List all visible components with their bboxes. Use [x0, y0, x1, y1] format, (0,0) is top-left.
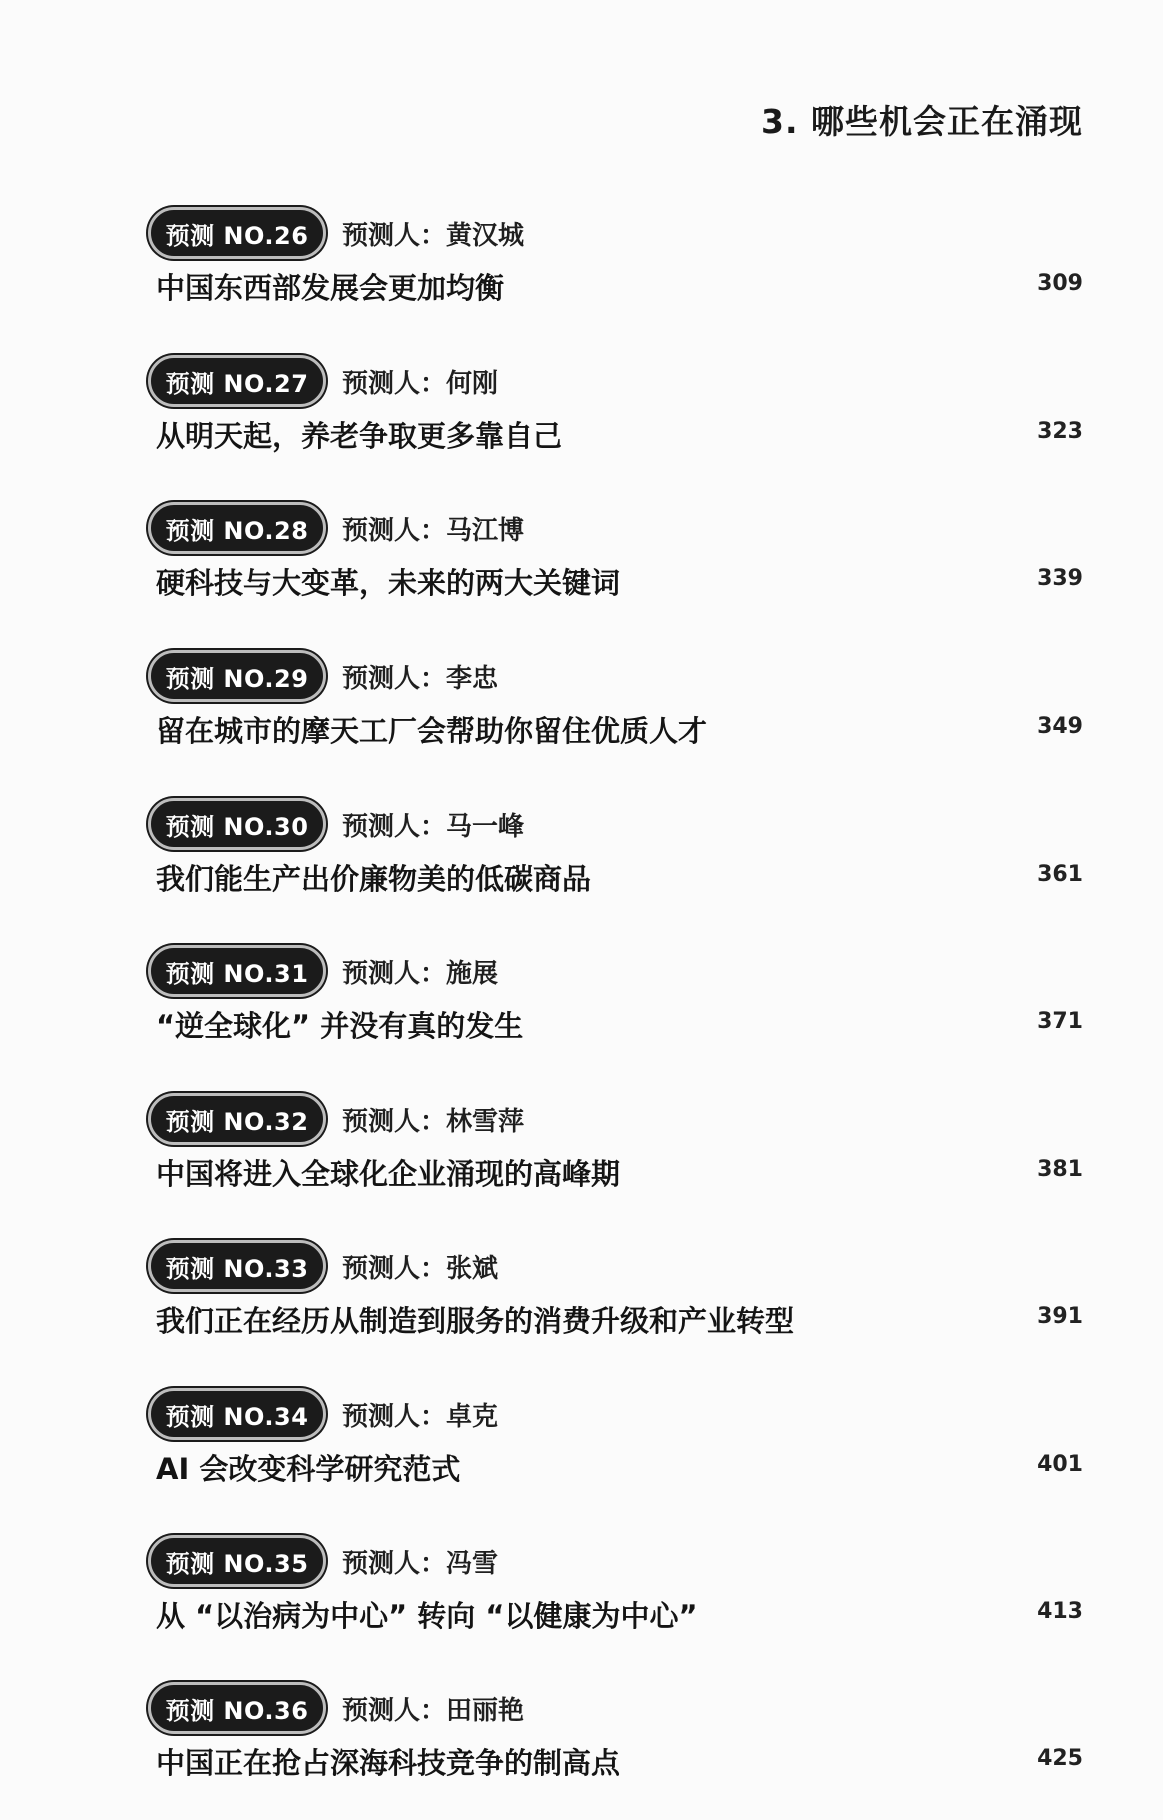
predictor-name: 预测人：马江博 — [342, 515, 525, 546]
entry-meta — [148, 1533, 498, 1589]
prediction-badge: 预测 NO.35 — [148, 1535, 326, 1587]
page-number: 401 — [1037, 1452, 1083, 1477]
page-number: 381 — [1037, 1157, 1083, 1182]
toc-entry[interactable] — [148, 1680, 1083, 1820]
prediction-badge: 预测 NO.26 — [148, 207, 326, 259]
page-number: 391 — [1037, 1304, 1083, 1329]
page-number: 371 — [1037, 1009, 1083, 1034]
page-number: 339 — [1037, 566, 1083, 591]
predictor-name: 预测人：林雪萍 — [342, 1106, 525, 1137]
entry-meta — [148, 648, 498, 704]
predictor-name: 预测人：张斌 — [342, 1253, 499, 1284]
prediction-badge: 预测 NO.31 — [148, 945, 326, 997]
page-number: 413 — [1037, 1599, 1083, 1624]
toc-entry[interactable] — [148, 500, 1083, 640]
toc-entry[interactable] — [148, 796, 1083, 936]
predictor-name: 预测人：黄汉城 — [342, 220, 525, 251]
prediction-badge: 预测 NO.29 — [148, 650, 326, 702]
entry-title: 留在城市的摩天工厂会帮助你留住优质人才 — [156, 714, 708, 748]
predictor-name: 预测人：施展 — [342, 958, 499, 989]
page-number: 425 — [1037, 1746, 1083, 1771]
entry-title: 从明天起，养老争取更多靠自己 — [156, 419, 563, 453]
prediction-badge: 预测 NO.34 — [148, 1388, 326, 1440]
toc-entry[interactable] — [148, 1091, 1083, 1231]
entry-meta — [148, 943, 498, 999]
entry-title: 中国正在抢占深海科技竞争的制高点 — [156, 1746, 621, 1780]
toc-entry[interactable] — [148, 1386, 1083, 1526]
entry-title: 中国东西部发展会更加均衡 — [156, 271, 505, 305]
entry-meta — [148, 1386, 498, 1442]
toc-entry[interactable] — [148, 1238, 1083, 1378]
entry-title: 硬科技与大变革，未来的两大关键词 — [156, 566, 621, 600]
entry-meta — [148, 205, 524, 261]
prediction-badge: 预测 NO.27 — [148, 355, 326, 407]
entry-meta — [148, 500, 524, 556]
section-title: 3. 哪些机会正在涌现 — [761, 102, 1083, 141]
entry-title: 我们正在经历从制造到服务的消费升级和产业转型 — [156, 1304, 795, 1338]
predictor-name: 预测人：卓克 — [342, 1401, 499, 1432]
toc-entry[interactable] — [148, 205, 1083, 345]
toc-entry[interactable] — [148, 353, 1083, 493]
entry-meta — [148, 1091, 524, 1147]
toc-entry[interactable] — [148, 1533, 1083, 1673]
predictor-name: 预测人：田丽艳 — [342, 1695, 525, 1726]
entry-title: 中国将进入全球化企业涌现的高峰期 — [156, 1157, 621, 1191]
entry-meta — [148, 1238, 498, 1294]
prediction-badge: 预测 NO.36 — [148, 1682, 326, 1734]
entry-title: “逆全球化” 并没有真的发生 — [156, 1009, 524, 1043]
entry-title: 我们能生产出价廉物美的低碳商品 — [156, 862, 592, 896]
predictor-name: 预测人：马一峰 — [342, 811, 525, 842]
page-number: 323 — [1037, 419, 1083, 444]
toc-entry[interactable] — [148, 648, 1083, 788]
prediction-badge: 预测 NO.33 — [148, 1240, 326, 1292]
entry-meta — [148, 796, 524, 852]
prediction-badge: 预测 NO.30 — [148, 798, 326, 850]
predictor-name: 预测人：李忠 — [342, 663, 499, 694]
entry-title: 从 “以治病为中心” 转向 “以健康为中心” — [156, 1599, 698, 1633]
entry-title: AI 会改变科学研究范式 — [156, 1452, 461, 1486]
predictor-name: 预测人：何刚 — [342, 368, 499, 399]
toc-entry[interactable] — [148, 943, 1083, 1083]
predictor-name: 预测人：冯雪 — [342, 1548, 499, 1579]
page-number: 309 — [1037, 271, 1083, 296]
prediction-badge: 预测 NO.32 — [148, 1093, 326, 1145]
entry-meta — [148, 1680, 524, 1736]
page-number: 361 — [1037, 862, 1083, 887]
page-number: 349 — [1037, 714, 1083, 739]
entry-meta — [148, 353, 498, 409]
prediction-badge: 预测 NO.28 — [148, 502, 326, 554]
